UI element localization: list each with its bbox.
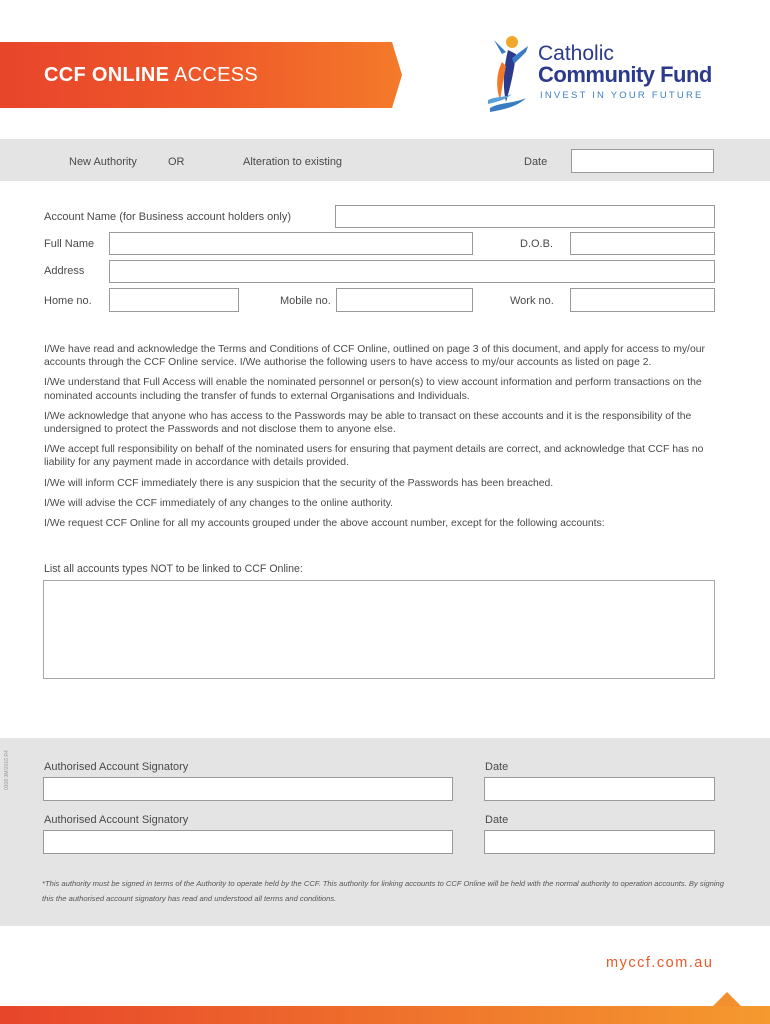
date2-label: Date [485, 814, 509, 826]
page-title [44, 64, 258, 87]
logo-tagline: INVEST IN YOUR FUTURE [540, 90, 704, 101]
excluded-accounts-label: List all accounts types NOT to be linked to CCF Online: [44, 563, 303, 575]
date-label: Date [524, 156, 548, 168]
title-bold: CCF ONLINE [44, 64, 170, 86]
title-light: ACCESS [173, 64, 259, 86]
mobile-no-label: Mobile no. [280, 295, 331, 307]
paragraph: I/We acknowledge that anyone who has access to the Passwords may be able to transact on these accounts and it is the responsibility of the undersigned to protect the Passwords and not disclose them to anyone else. [44, 410, 692, 436]
or-label: OR [168, 156, 185, 168]
full-name-input[interactable] [109, 232, 473, 255]
paragraph: I/We will advise the CCF immediately of any changes to the online authority. [44, 497, 394, 509]
home-no-input[interactable] [109, 288, 239, 312]
dob-input[interactable] [570, 232, 715, 255]
logo-line2: Community Fund [538, 62, 712, 87]
full-name-label: Full Name [44, 238, 95, 250]
logo-line1: Catholic [538, 42, 614, 65]
side-form-code: 0308 3M/2016 R4 [4, 750, 10, 790]
alteration-label: Alteration to existing [243, 156, 343, 168]
paragraph: I/We request CCF Online for all my accounts grouped under the above account number, except for the following accounts: [44, 518, 605, 530]
paragraph: I/We accept full responsibility on behalf of the nominated users for ensuring that payment details are correct, and acknowledge that CCF has no liability for any payment made in accordance with details provided. [44, 444, 704, 469]
date2-input[interactable] [484, 830, 715, 854]
signatory2-input[interactable] [43, 830, 453, 854]
dob-label: D.O.B. [520, 238, 554, 250]
terms-paragraphs [44, 343, 724, 537]
paragraph: I/We understand that Full Access will enable the nominated personnel or person(s) to view account information and perform transactions on the nominated accounts including the transfer of funds to external Organisations and Individuals. [44, 377, 702, 402]
excluded-accounts-textarea[interactable] [43, 580, 715, 679]
signatory1-input[interactable] [43, 777, 453, 801]
account-name-label: Account Name (for Business account holders only) [44, 211, 292, 223]
footnote: *This authority must be signed in terms of the Authority to operate held by the CCF. This authority for linking accounts to CCF Online will be held with the normal authority to operation accounts. By signing this the authorised account signatory has read and understood all terms and conditions. [42, 879, 724, 903]
date1-input[interactable] [484, 777, 715, 801]
website-link[interactable]: myccf.com.au [606, 955, 714, 971]
new-authority-label: New Authority [69, 156, 137, 168]
address-label: Address [44, 265, 85, 277]
footer-bar [0, 1006, 770, 1024]
work-no-label: Work no. [510, 295, 554, 307]
address-input[interactable] [109, 260, 715, 283]
footer-notch [713, 992, 741, 1006]
date-input[interactable] [571, 149, 714, 173]
paragraph: I/We have read and acknowledge the Terms and Conditions of CCF Online, outlined on page 3 of this document, and apply for access to my/our accounts through the CCF Online service. I/We authorise the following users to have access to my/our accounts as listed on page 2. [44, 344, 705, 369]
signatory2-label: Authorised Account Signatory [44, 814, 189, 826]
date1-label: Date [485, 761, 509, 773]
mobile-no-input[interactable] [336, 288, 473, 312]
paragraph: I/We will inform CCF immediately there is any suspicion that the security of the Passwords has been breached. [44, 477, 554, 489]
account-name-input[interactable] [335, 205, 715, 228]
signatory1-label: Authorised Account Signatory [44, 761, 189, 773]
home-no-label: Home no. [44, 295, 92, 307]
work-no-input[interactable] [570, 288, 715, 312]
